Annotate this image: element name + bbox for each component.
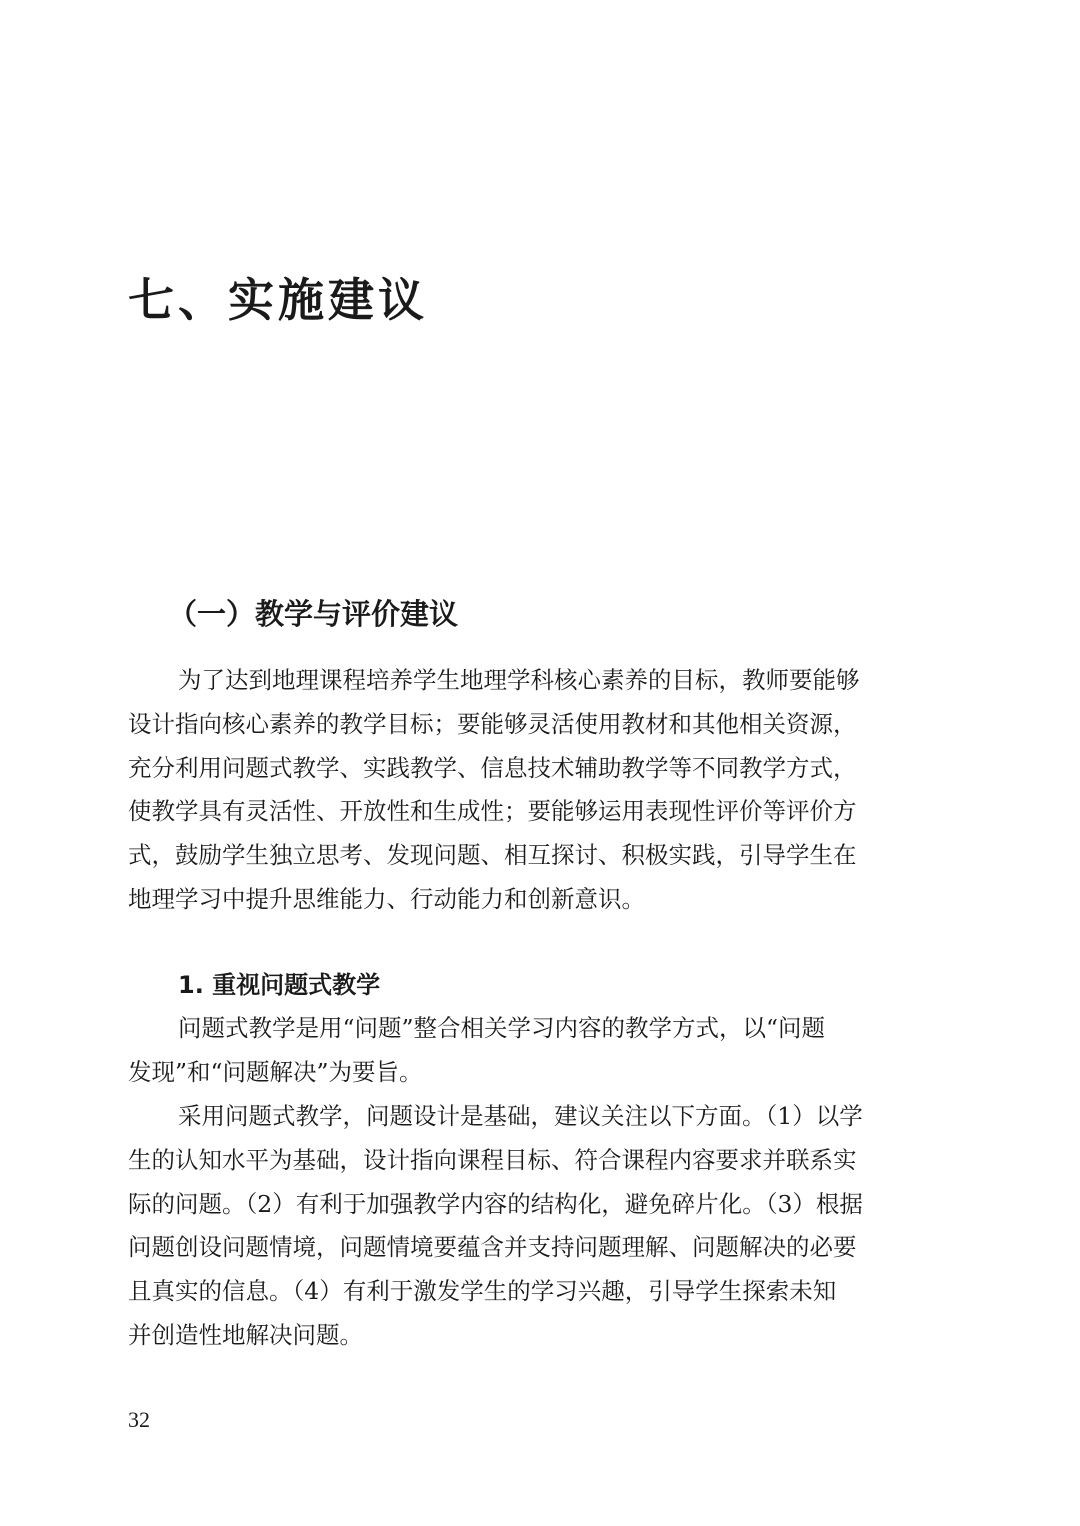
paragraph-line: 地理学习中提升思维能力、行动能力和创新意识。 bbox=[128, 884, 645, 913]
paragraph-line: 问题式教学是用“问题”整合相关学习内容的教学方式，以“问题 bbox=[178, 1014, 826, 1042]
paragraph-line: 且真实的信息。（4）有利于激发学生的学习兴趣，引导学生探索未知 bbox=[128, 1277, 837, 1306]
paragraph-line: 充分利用问题式教学、实践教学、信息技术辅助教学等不同教学方式， bbox=[128, 753, 857, 782]
chapter-title: 七、实施建议 bbox=[128, 273, 428, 327]
paragraph-line: 使教学具有灵活性、开放性和生成性；要能够运用表现性评价等评价方 bbox=[128, 797, 857, 826]
problem-design-paragraph bbox=[128, 1095, 908, 1358]
paragraph-line: 式，鼓励学生独立思考、发现问题、相互探讨、积极实践，引导学生在 bbox=[128, 841, 857, 870]
paragraph-line: 生的认知水平为基础，设计指向课程目标、符合课程内容要求并联系实 bbox=[128, 1145, 857, 1174]
paragraph-line: 采用问题式教学，问题设计是基础，建议关注以下方面。（1）以学 bbox=[178, 1102, 863, 1130]
paragraph-line: 际的问题。（2）有利于加强教学内容的结构化，避免碎片化。（3）根据 bbox=[128, 1189, 863, 1218]
paragraph-line: 并创造性地解决问题。 bbox=[128, 1320, 363, 1349]
intro-paragraph bbox=[128, 659, 908, 922]
paragraph-line: 问题创设问题情境，问题情境要蕴含并支持问题理解、问题解决的必要 bbox=[128, 1233, 857, 1262]
problem-teaching-definition-paragraph bbox=[128, 1007, 908, 1095]
subsection-heading: 1. 重视问题式教学 bbox=[178, 971, 381, 999]
paragraph-line: 为了达到地理课程培养学生地理学科核心素养的目标，教师要能够 bbox=[178, 666, 860, 694]
page-number: 32 bbox=[128, 1407, 150, 1432]
paragraph-line: 发现”和“问题解决”为要旨。 bbox=[128, 1057, 423, 1086]
section-heading: （一）教学与评价建议 bbox=[168, 597, 459, 631]
paragraph-line: 设计指向核心素养的教学目标；要能够灵活使用教材和其他相关资源， bbox=[128, 709, 857, 738]
